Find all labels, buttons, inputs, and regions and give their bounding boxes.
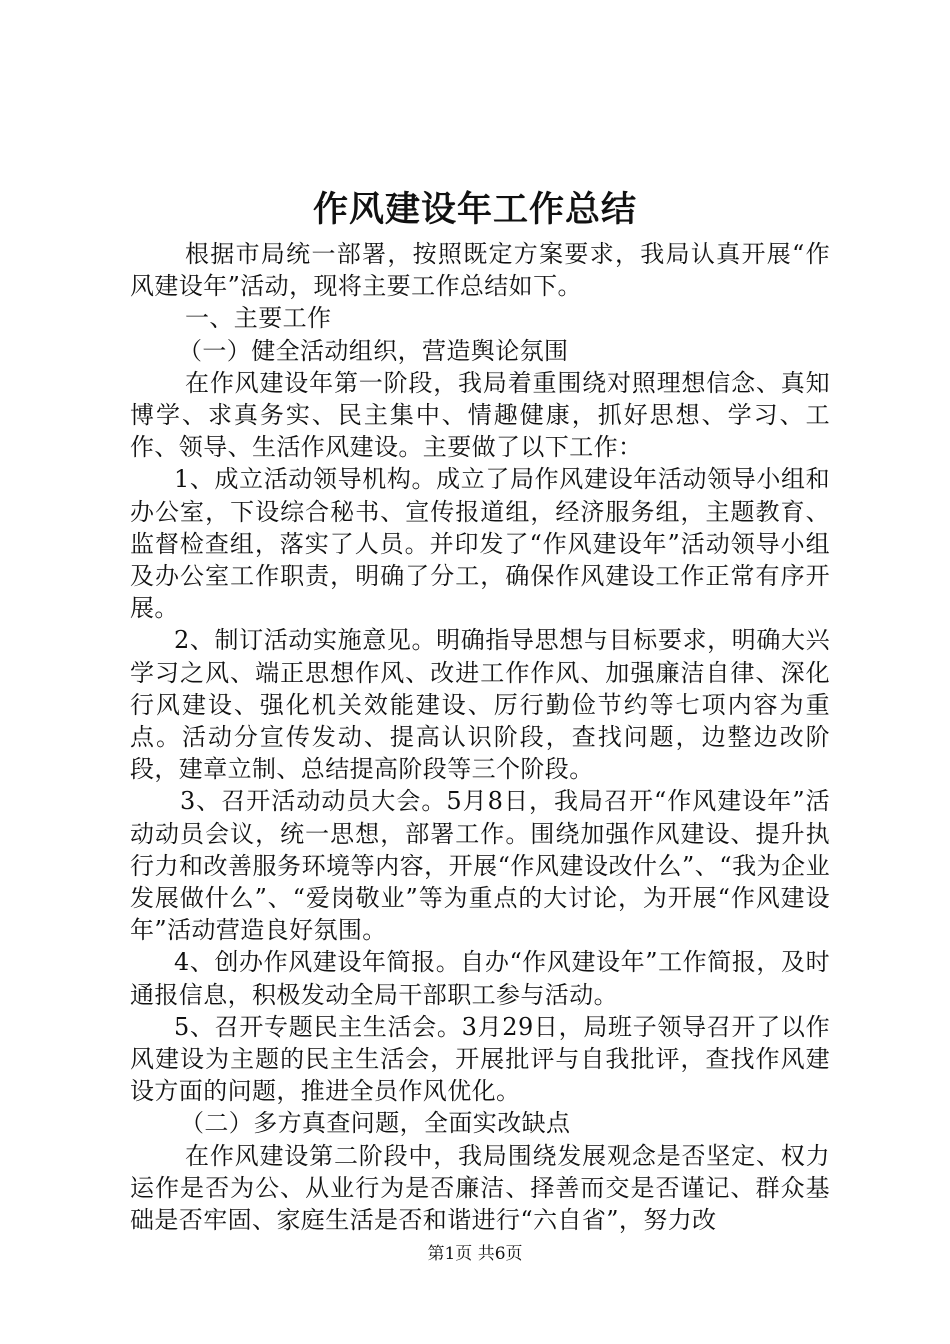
list-item-3: 3、召开活动动员大会。5月8日，我局召开“作风建设年”活动动员会议，统一思想，部署工作。围绕加强作风建设、提升执行力和改善服务环境等内容，开展“作风建设改什么”、“我为企业发展做什么”、“爱岗敬业”等为重点的大讨论，为开展“作风建设年”活动营造良好氛围。 <box>130 787 830 945</box>
subsection-heading-1: （一）健全活动组织，营造舆论氛围 <box>178 336 569 365</box>
paragraph-stage-one: 在作风建设年第一阶段，我局着重围绕对照理想信念、真知博学、求真务实、民主集中、情趣健康，抓好思想、学习、工作、领导、生活作风建设。主要做了以下工作： <box>130 368 830 462</box>
paragraph-stage-two: 在作风建设第二阶段中，我局围绕发展观念是否坚定、权力运作是否为公、从业行为是否廉洁、择善而交是否谨记、群众基础是否牢固、家庭生活是否和谐进行“六自省”，努力改 <box>130 1141 830 1235</box>
list-item-1: 1、成立活动领导机构。成立了局作风建设年活动领导小组和办公室，下设综合秘书、宣传报道组，经济服务组，主题教育、监督检查组，落实了人员。并印发了“作风建设年”活动领导小组及办公室工作职责，明确了分工，确保作风建设工作正常有序开展。 <box>130 465 830 623</box>
paragraph-intro: 根据市局统一部署，按照既定方案要求，我局认真开展“作风建设年”活动，现将主要工作总结如下。 <box>130 240 830 301</box>
document-title: 作风建设年工作总结 <box>312 189 637 230</box>
list-item-5: 5、召开专题民主生活会。3月29日，局班子领导召开了以作风建设为主题的民主生活会，开展批评与自我批评，查找作风建设方面的问题，推进全员作风优化。 <box>130 1012 830 1106</box>
list-item-4: 4、创办作风建设年简报。自办“作风建设年”工作简报，及时通报信息，积极发动全局干部职工参与活动。 <box>130 948 830 1009</box>
page-indicator: 第1页 共6页 <box>427 1244 523 1264</box>
section-heading-main-work: 一、主要工作 <box>185 304 332 333</box>
subsection-heading-2: （二）多方真查问题，全面实改缺点 <box>180 1109 571 1138</box>
document-body <box>130 238 830 1236</box>
list-item-2: 2、制订活动实施意见。明确指导思想与目标要求，明确大兴学习之风、端正思想作风、改进工作作风、加强廉洁自律、深化行风建设、强化机关效能建设、厉行勤俭节约等七项内容为重点。活动分宣传发动、提高认识阶段，查找问题，边整边改阶段，建章立制、总结提高阶段等三个阶段。 <box>130 626 830 784</box>
